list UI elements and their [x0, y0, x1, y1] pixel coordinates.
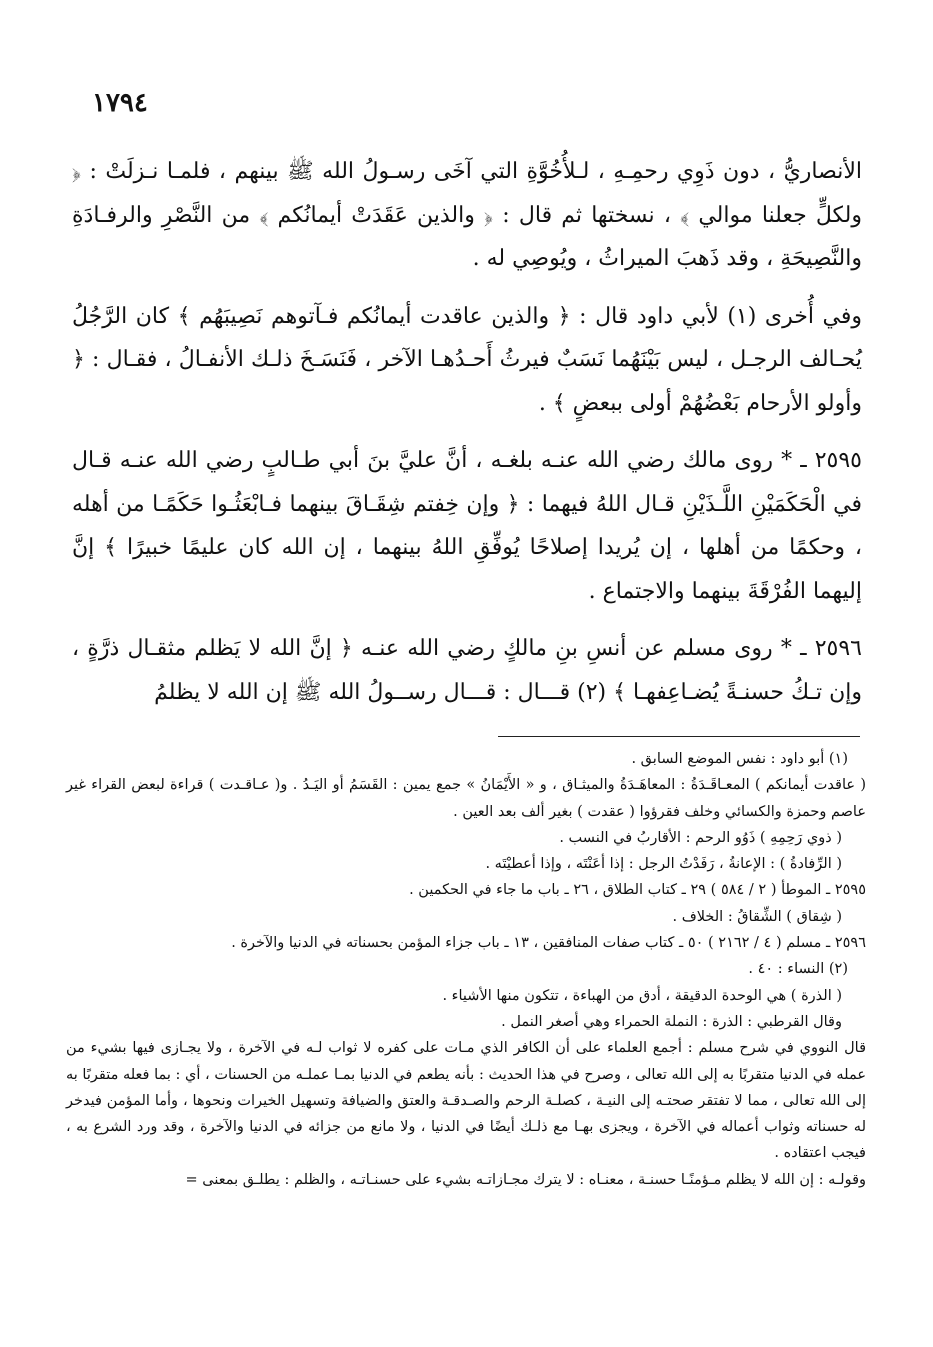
footnote-divider	[498, 736, 860, 737]
footnote-dharra: ( الذرة ) هي الوحدة الدقيقة ، أدق من الهباءة ، تتكون منها الأشياء .	[442, 987, 842, 1004]
footnote-2: (٢) النساء : ٤٠ .	[748, 961, 848, 978]
footnote-qurtubi: وقال القرطبي : الذرة : النملة الحمراء وهي أصغر النمل .	[501, 1013, 842, 1030]
footnote-rifada: ( الرِّفادةُ ) : الإعانةُ ، رَفَدْتُ الرجل : إذا أعَنْتَه ، وإذا أعطيْتَه .	[485, 856, 842, 873]
footnote-nawawi: قال النووي في شرح مسلم : أجمع العلماء على أن الكافر الذي مـات على كفره لا ثواب لـه في الآخرة ، ولا يجـازى فيها بشيء من عمله في الدنيا متقربًا به إلى الله تعالى ، وصرح في هذا الحديث : بأنه يطعم في الدنيا بمـا عملـه من الحسنات ، أي : بما فعله متقربًا به إلى الله تعالى ، مما لا تفتقر صحتـه إلى النيـة ، كصلـة الرحم والصـدقـة والعتق والضيافة وتسهيل الخيرات ونحوها ، وأما المؤمن فيدخر له حسناته وثواب أعماله في الآخرة ، ويجزى بهـا مع ذلـك أيضًا في الدنيا ، ولا مانع من جزائه في الدنيا والآخرة ، وقد ورد الشرع به ، فيجب اعتقاده .	[66, 1040, 866, 1162]
footnote-continued: وقولـه : إن الله لا يظلم مـؤمنًـا حسنـة ، معنـاه : لا يترك مجـازاتـه بشيء على حسنـاتـه ، والظلم : يطلـق بمعنى =	[185, 1171, 866, 1188]
footnotes	[66, 746, 866, 1193]
main-text	[72, 150, 862, 724]
footnote-2595-source: ٢٥٩٥ ـ الموطأ ( ٢ / ٥٨٤ ) ٢٩ ـ كتاب الطلاق ، ٢٦ ـ باب ما جاء في الحكمين .	[409, 882, 866, 899]
footnote-shiqaq: ( شِقاق ) الشِّقاقُ : الخلاف .	[672, 908, 842, 925]
footnote-2596-source: ٢٥٩٦ ـ مسلم ( ٤ / ٢١٦٢ ) ٥٠ ـ كتاب صفات المنافقين ، ١٣ ـ باب جزاء المؤمن بحسناته في الدنيا والآخرة .	[231, 935, 866, 952]
footnote-aqadat: ( عاقدت أيمانكم ) المعـاقَـدَةُ : المعاهَـدَةُ والميثـاق ، و « الأَيْمَانُ » جمع يمين : القَسَمُ أو اليَـدُ . و( عـاقـدت ) قراءة لبعض القراء غير عاصم وحمزة والكسائي وخلف فقرؤوا ( عقدت ) بغير ألف بعد العين .	[66, 777, 866, 820]
paragraph-hadith-2596: ٢٥٩٦ ـ * روى مسلم عن أنسِ بنِ مالكٍ رضي الله عنـه ﴿ إنَّ الله لا يَظلم مثقـال ذرَّةٍ ، وإن تـكُ حسنـةً يُضـاعِفهـا ﴾ (٢) قـــال : قـــال رســولُ الله ﷺ إن الله لا يظلمُ	[72, 636, 862, 705]
footnote-1: (١) أبو داود : نفس الموضع السابق .	[631, 751, 848, 767]
paragraph-ansari: الأنصاريُّ ، دون ذَوِي رحمِـهِ ، لـلأُخُوَّةِ التي آخَى رسـولُ الله ﷺ بينهم ، فلمـا نـزلَتْ : ﴿ ولكلٍّ جعلنا موالي ﴾ ، نسختها ثم قال : ﴿ والذين عَقَدَتْ أيمانُكم ﴾ من النَّصْرِ والرفـادَةِ والنَّصِيحَةِ ، وقد ذَهبَ الميراثُ ، ويُوصِي له .	[72, 159, 862, 271]
paragraph-hadith-2595: ٢٥٩٥ ـ * روى مالك رضي الله عنـه بلغـه ، أنَّ عليَّ بنَ أبي طـالبٍ رضي الله عنـه قـال في الْحَكَمَيْنِ اللَّـذَيْنِ قـال اللهُ فيهما : ﴿ وإن خِفتم شِقَـاقَ بينهما فـابْعَثُـوا حَكَمًـا من أهله ، وحكمًا من أهلها ، إن يُريدا إصلاحًا يُوفِّقِ اللهُ بينهما ، إن الله كان عليمًا خبيرًا ﴾ إنَّ إليهما الفُرْقَةَ بينهما والاجتماع .	[72, 448, 863, 604]
paragraph-abu-dawud: وفي أُخرى (١) لأبي داود قال : ﴿ والذين عاقدت أيمانُكم فـآتوهم نَصِيبَهُم ﴾ كان الرَّجُلُ يُحـالف الرجـل ، ليس بَيْنَهُما نَسَبٌ فيرثُ أَحـدُهـا الآخر ، فَنَسَـخَ ذلـك الأنفـالُ ، فقـال : ﴿ وأولو الأرحام بَعْضُهُمْ أولى ببعضٍ ﴾ .	[72, 303, 862, 416]
page-number: ١٧٩٤	[92, 88, 148, 118]
footnote-dhawi-rahim: ( ذوي رَحِمِهِ ) ذَوُو الرحم : الأقاربُ في النسب .	[559, 829, 842, 846]
